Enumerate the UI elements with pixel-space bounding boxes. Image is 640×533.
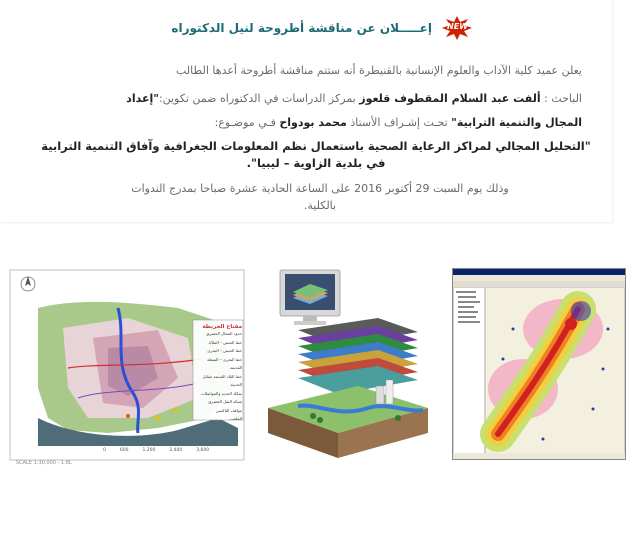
intro-line	[22, 62, 582, 79]
map-legend-item: شبكة النقل الحضري	[208, 399, 242, 404]
researcher-line	[22, 90, 582, 107]
land-use-map-image	[8, 268, 246, 468]
thesis-topic-line2: في بلدية الزاوية – ليبيا".	[246, 156, 386, 170]
researcher-prefix: الباحث :	[540, 92, 582, 105]
map-scale-bar	[103, 448, 209, 453]
map-legend-item: حدود المجال الحضري	[206, 331, 242, 336]
gis-layers-image	[258, 268, 436, 460]
thesis-topic	[36, 138, 596, 172]
map-legend-item: مواقف التاكسي	[215, 407, 242, 413]
supervisor-line	[22, 114, 582, 131]
subject-prefix: فـي موضـوع:	[214, 116, 280, 129]
map-legend-item: خط الحبس – الملاك	[208, 339, 242, 345]
new-badge-label: NEW	[447, 22, 468, 31]
map-scale-label: 1,200	[142, 448, 156, 453]
map-scale-label: 2,400	[169, 448, 183, 453]
program-name-start: "إعداد	[126, 92, 159, 105]
map-legend-item: خط الحبس – البحرى	[207, 348, 242, 353]
map-footer: SCALE 1:30,000 - 1:8L	[16, 460, 72, 466]
announcement-card	[0, 0, 612, 222]
gis-software-screenshot	[452, 268, 626, 460]
supervisor-name: محمد بودواح	[279, 116, 347, 129]
map-legend-item: سكك الحديد والمواصلات	[201, 390, 242, 396]
defense-date	[60, 180, 580, 214]
map-legend-title: مفتاح الخريطة	[202, 324, 242, 330]
announcement-header	[171, 14, 472, 42]
intro-text: يعلن عميد كلية الآداب والعلوم الإنسانية بالقنيطرة أنه ستتم مناقشة أطروحة أعدها الطالب	[175, 64, 582, 77]
defense-date-line1: وذلك يوم السبت 29 أكتوبر 2016 على الساعة الحادية عشرة صباحا بمدرج الندوات	[131, 182, 509, 195]
program-intro: بمركز الدراسات في الدكتوراه ضمن تكوين:	[158, 92, 360, 105]
researcher-name: ألفت عبد السلام المقطوف قلعوز	[359, 92, 541, 105]
map-legend-item: الملعب	[230, 416, 242, 421]
supervisor-prefix: تحـت إشـراف الأستاذ	[346, 116, 452, 129]
program-name-end: المجال والتنمية الترابية"	[451, 116, 582, 129]
map-legend-item: خط البلاد القديمة مقابل الحديثة	[202, 373, 242, 387]
map-legend	[194, 324, 242, 424]
map-scale-label: 3,600	[196, 448, 210, 453]
map-scale-label: 0	[103, 448, 106, 453]
thesis-topic-line1: "التحليل المجالي لمراكز الرعاية الصحية باستعمال نظم المعلومات الجغرافية وآفاق التنمية الترابية	[41, 139, 591, 153]
defense-date-line2: بالكلية.	[303, 199, 337, 212]
map-legend-item: خط البحرى – المنظة القديمة	[207, 356, 242, 370]
gis-layer-stack	[298, 318, 418, 394]
new-badge-icon	[442, 16, 472, 40]
map-scale-label: 600	[119, 448, 129, 453]
announcement-title: إعـــــلان عن مناقشة أطروحة لنيل الدكتوراه	[171, 21, 432, 35]
